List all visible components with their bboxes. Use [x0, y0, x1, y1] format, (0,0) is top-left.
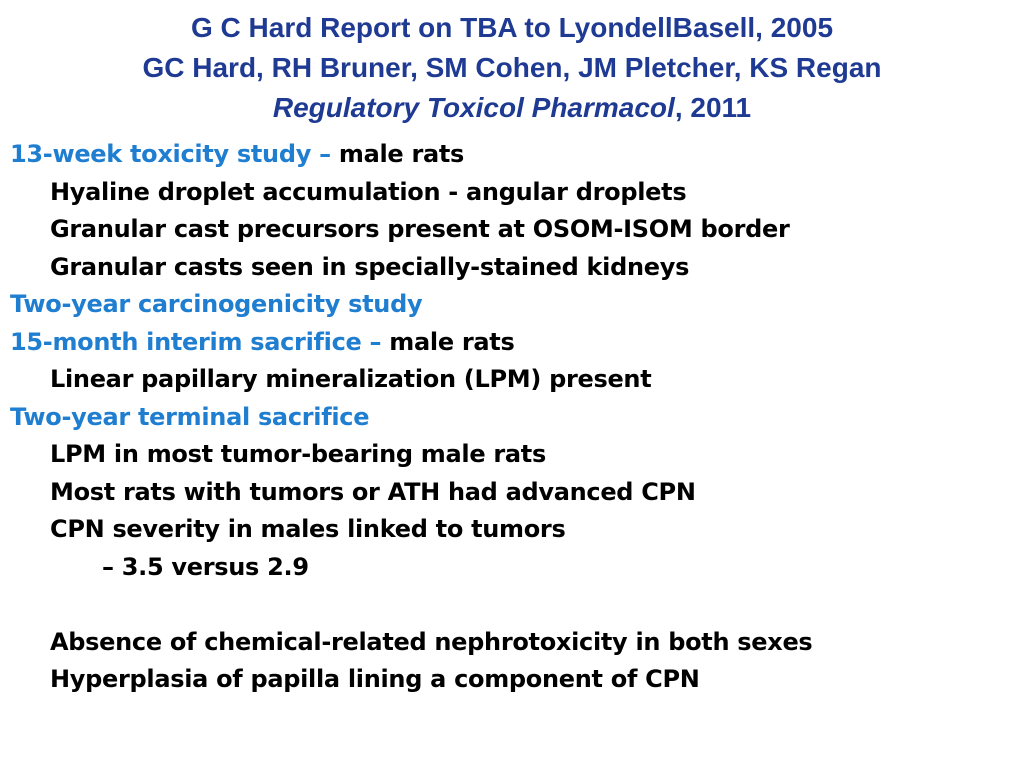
- section-terminal-sacrifice-heading: Two-year terminal sacrifice: [10, 402, 370, 431]
- section-two-year-heading: Two-year carcinogenicity study: [10, 290, 423, 318]
- sub-bullet-item: – 3.5 versus 2.9: [102, 552, 309, 581]
- conclusion-item: Hyperplasia of papilla lining a component of CPN: [50, 665, 700, 693]
- bullet-item: Granular casts seen in specially-stained kidneys: [50, 252, 690, 281]
- title-citation-line: [0, 88, 1024, 128]
- bullet-item: Hyaline droplet accumulation - angular droplets: [50, 177, 687, 206]
- section-13-week-heading: [10, 136, 1010, 174]
- bullet-item: Most rats with tumors or ATH had advanced CPN: [50, 477, 696, 506]
- conclusion-item: Absence of chemical-related nephrotoxicity in both sexes: [50, 627, 813, 656]
- blank-line: [10, 586, 1010, 624]
- title-authors-line: GC Hard, RH Bruner, SM Cohen, JM Pletcher, KS Regan: [142, 52, 882, 83]
- section-subject-text: male rats: [330, 140, 465, 168]
- citation-year: , 2011: [674, 92, 752, 123]
- slide-body: [10, 136, 1010, 699]
- bullet-item: CPN severity in males linked to tumors: [50, 515, 566, 543]
- bullet-item: LPM in most tumor-bearing male rats: [50, 440, 546, 468]
- section-15-month-heading: [10, 324, 1010, 362]
- section-heading-text: 13-week toxicity study –: [10, 140, 331, 168]
- journal-name: Regulatory Toxicol Pharmacol: [272, 92, 675, 123]
- section-heading-text: 15-month interim sacrifice –: [10, 327, 382, 356]
- bullet-item: Granular cast precursors present at OSOM-ISOM border: [50, 215, 790, 243]
- bullet-item: Linear papillary mineralization (LPM) present: [50, 365, 652, 393]
- slide-title: [0, 8, 1024, 128]
- title-report-line: G C Hard Report on TBA to LyondellBasell, 2005: [190, 12, 834, 43]
- section-subject-text: male rats: [381, 327, 515, 356]
